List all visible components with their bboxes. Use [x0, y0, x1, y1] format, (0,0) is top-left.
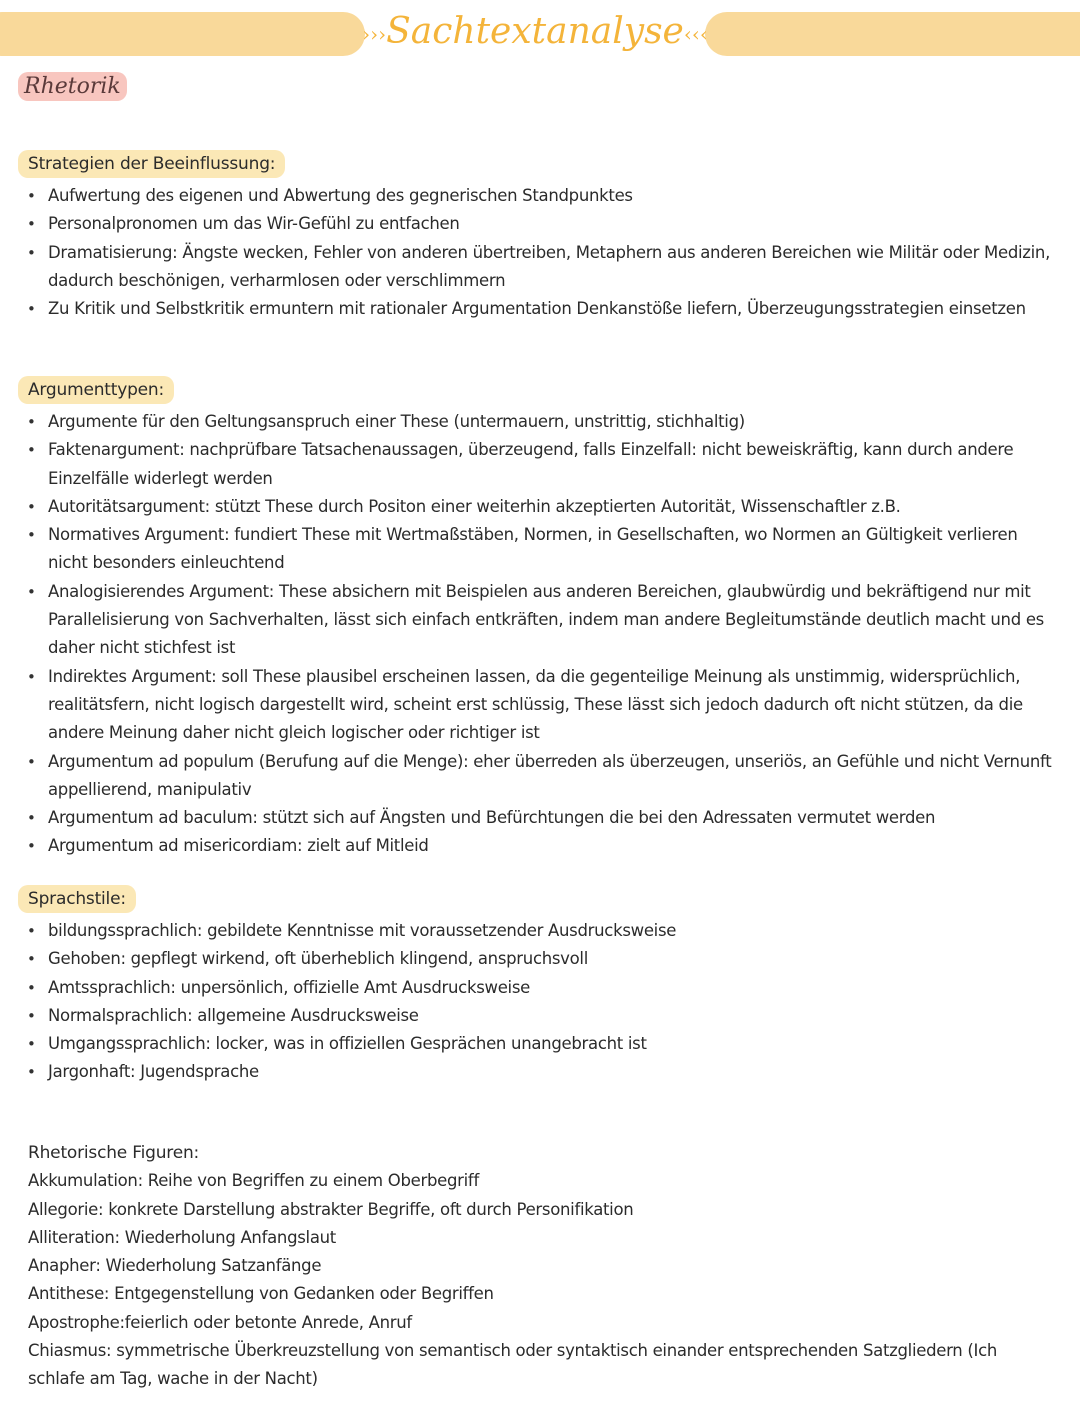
list-item: • Faktenargument: nachprüfbare Tatsachenaussagen, überzeugend, falls Einzelfall: nicht beweiskräftig, kann durch andere Einzelfälle widerlegt werden — [48, 436, 1058, 493]
strategien-list — [18, 182, 1058, 323]
page-title-text: Sachtextanalyse — [386, 11, 684, 52]
sprachstile-label: Sprachstile: — [18, 885, 136, 913]
title-arrows-left: ››› — [362, 22, 387, 46]
figure-item: Antithese: Entgegenstellung von Gedanken oder Begriffen — [28, 1284, 494, 1304]
figure-item: Allegorie: konkrete Darstellung abstrakter Begriffe, oft durch Personifikation — [28, 1199, 634, 1219]
sprachstile-section — [18, 885, 1058, 1087]
list-item: • Normalsprachlich: allgemeine Ausdrucksweise — [48, 1002, 1058, 1030]
list-item: • Gehoben: gepflegt wirkend, oft überheblich klingend, anspruchsvoll — [48, 945, 1058, 973]
list-item: • Argumentum ad populum (Berufung auf die Menge): eher überreden als überzeugen, unseriös, an Gefühle und nicht Vernunft appellierend, manipulativ — [48, 748, 1058, 805]
figuren-section — [18, 1139, 1058, 1394]
list-item: • Argumentum ad misericordiam: zielt auf Mitleid — [48, 832, 1058, 860]
figure-item: Akkumulation: Reihe von Begriffen zu einem Oberbegriff — [28, 1171, 479, 1191]
section-title: Rhetorik — [18, 72, 127, 101]
figure-item: Anapher: Wiederholung Satzanfänge — [28, 1256, 322, 1276]
figure-item: Alliteration: Wiederholung Anfangslaut — [28, 1227, 336, 1247]
list-item: • Argumentum ad baculum: stützt sich auf Ängsten und Befürchtungen die bei den Adressaten vermutet werden — [48, 804, 1058, 832]
argumenttypen-label: Argumenttypen: — [18, 376, 174, 404]
header-banner-right — [705, 12, 1080, 56]
argumenttypen-section — [18, 376, 1058, 861]
list-item: • bildungssprachlich: gebildete Kenntnisse mit voraussetzender Ausdrucksweise — [48, 917, 1058, 945]
list-item: • Argumente für den Geltungsanspruch einer These (untermauern, unstrittig, stichhaltig) — [48, 408, 1058, 436]
list-item: • Normatives Argument: fundiert These mit Wertmaßstäben, Normen, in Gesellschaften, wo Normen an Gültigkeit verlieren nicht besonders einleuchtend — [48, 521, 1058, 578]
figuren-title: Rhetorische Figuren: — [28, 1143, 200, 1163]
list-item: • Analogisierendes Argument: These absichern mit Beispielen aus anderen Bereichen, glaubwürdig und bekräftigend nur mit Parallelisierung von Sachverhalten, lässt sich einfach entkräften, indem man andere Begleitumstände deutlich macht und es daher nicht stichfest ist — [48, 578, 1058, 663]
header-banner-left — [0, 12, 365, 56]
list-item: • Zu Kritik und Selbstkritik ermuntern mit rationaler Argumentation Denkanstöße liefern, Überzeugungsstrategien einsetzen — [48, 295, 1058, 323]
list-item: • Personalpronomen um das Wir-Gefühl zu entfachen — [48, 210, 1058, 238]
list-item: • Amtssprachlich: unpersönlich, offizielle Amt Ausdrucksweise — [48, 974, 1058, 1002]
list-item: • Aufwertung des eigenen und Abwertung des gegnerischen Standpunktes — [48, 182, 1058, 210]
list-item: • Autoritätsargument: stützt These durch Positon einer weiterhin akzeptierten Autorität, Wissenschaftler z.B. — [48, 493, 1058, 521]
page-title — [360, 2, 710, 64]
list-item: • Jargonhaft: Jugendsprache — [48, 1058, 1058, 1086]
list-item: • Dramatisierung: Ängste wecken, Fehler von anderen übertreiben, Metaphern aus anderen Bereichen wie Militär oder Medizin, dadurch beschönigen, verharmlosen oder verschlimmern — [48, 239, 1058, 296]
figure-item: Chiasmus: symmetrische Überkreuzstellung von semantisch oder syntaktisch einander entsprechenden Satzgliedern (Ich schlafe am Tag, wache in der Nacht) — [28, 1341, 998, 1389]
list-item: • Umgangssprachlich: locker, was in offiziellen Gesprächen unangebracht ist — [48, 1030, 1058, 1058]
title-arrows-right: ‹‹‹ — [683, 22, 708, 46]
sprachstile-list — [18, 917, 1058, 1087]
list-item: • Indirektes Argument: soll These plausibel erscheinen lassen, da die gegenteilige Meinung als unstimmig, widersprüchlich, realitätsfern, nicht logisch dargestellt wird, scheint erst schlüssig, These lässt sich jedoch dadurch oft nicht stützen, da die andere Meinung daher nicht gleich logischer oder richtiger ist — [48, 663, 1058, 748]
strategien-section — [18, 150, 1058, 323]
argumenttypen-list — [18, 408, 1058, 861]
strategien-label: Strategien der Beeinflussung: — [18, 150, 285, 178]
figure-item: Apostrophe:feierlich oder betonte Anrede, Anruf — [28, 1312, 412, 1332]
